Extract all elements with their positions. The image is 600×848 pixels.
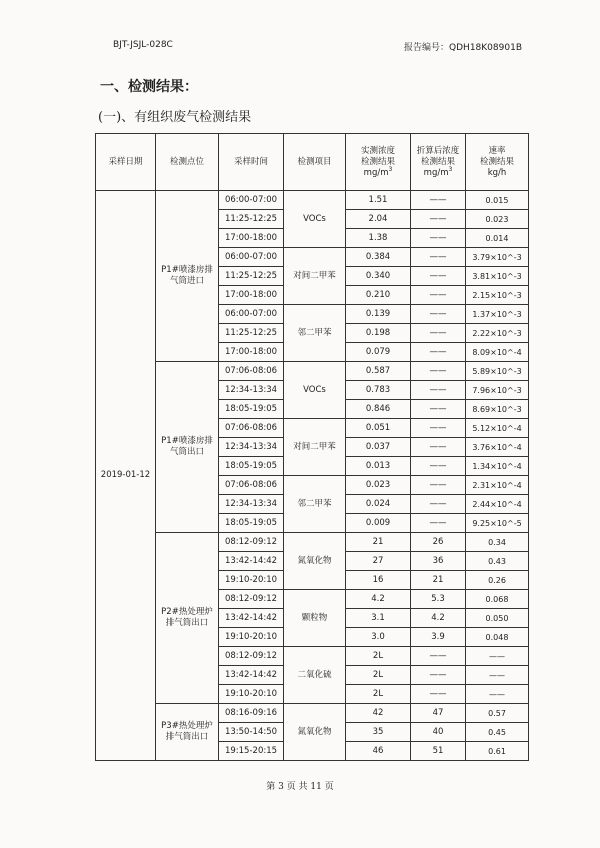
measured-concentration: 0.013 (346, 457, 411, 476)
emission-rate: 3.81×10^-3 (466, 267, 529, 286)
sampling-time: 17:00-18:00 (219, 343, 284, 362)
sampling-time: 17:00-18:00 (219, 286, 284, 305)
converted-concentration: —— (411, 210, 466, 229)
sampling-time: 06:00-07:00 (219, 191, 284, 210)
column-header: 采样时间 (219, 134, 284, 191)
measured-concentration: 2L (346, 647, 411, 666)
converted-concentration: 36 (411, 552, 466, 571)
sampling-time: 13:42-14:42 (219, 609, 284, 628)
sampling-time: 06:00-07:00 (219, 305, 284, 324)
test-item: 对间二甲苯 (284, 419, 346, 476)
sampling-time: 19:10-20:10 (219, 685, 284, 704)
emission-rate: 0.43 (466, 552, 529, 571)
test-item: 邻二甲苯 (284, 305, 346, 362)
emission-rate: 5.89×10^-3 (466, 362, 529, 381)
test-item: VOCs (284, 362, 346, 419)
converted-concentration: —— (411, 248, 466, 267)
converted-concentration: —— (411, 381, 466, 400)
measured-concentration: 0.783 (346, 381, 411, 400)
emission-rate: 0.015 (466, 191, 529, 210)
sampling-time: 13:50-14:50 (219, 723, 284, 742)
sampling-location: P1#喷漆房排气筒出口 (156, 362, 219, 533)
emission-rate: 0.45 (466, 723, 529, 742)
test-item: 二氧化硫 (284, 647, 346, 704)
measured-concentration: 16 (346, 571, 411, 590)
subsection-title: (一)、有组织废气检测结果 (98, 110, 252, 125)
converted-concentration: 4.2 (411, 609, 466, 628)
sampling-time: 07:06-08:06 (219, 362, 284, 381)
emission-rate: —— (466, 647, 529, 666)
converted-concentration: 40 (411, 723, 466, 742)
converted-concentration: 51 (411, 742, 466, 761)
measured-concentration: 3.1 (346, 609, 411, 628)
test-item: VOCs (284, 191, 346, 248)
converted-concentration: —— (411, 324, 466, 343)
report-number (404, 40, 522, 53)
measured-concentration: 1.51 (346, 191, 411, 210)
emission-rate: 0.26 (466, 571, 529, 590)
sampling-time: 11:25-12:25 (219, 324, 284, 343)
converted-concentration: —— (411, 229, 466, 248)
sampling-time: 12:34-13:34 (219, 438, 284, 457)
sampling-time: 08:12-09:12 (219, 590, 284, 609)
emission-rate: 0.34 (466, 533, 529, 552)
sampling-time: 07:06-08:06 (219, 419, 284, 438)
sampling-time: 12:34-13:34 (219, 381, 284, 400)
test-item: 氮氧化物 (284, 533, 346, 590)
converted-concentration: —— (411, 476, 466, 495)
emission-rate: 0.050 (466, 609, 529, 628)
emission-rate: 2.15×10^-3 (466, 286, 529, 305)
emission-rate: 7.96×10^-3 (466, 381, 529, 400)
report-number-value: QDH18K08901B (449, 43, 522, 53)
column-header: 速率 检测结果 kg/h (466, 134, 529, 191)
measured-concentration: 0.587 (346, 362, 411, 381)
converted-concentration: —— (411, 191, 466, 210)
table-row (96, 533, 529, 552)
table-row (96, 362, 529, 381)
measured-concentration: 4.2 (346, 590, 411, 609)
measured-concentration: 0.210 (346, 286, 411, 305)
converted-concentration: —— (411, 457, 466, 476)
emission-rate: 8.69×10^-3 (466, 400, 529, 419)
converted-concentration: —— (411, 666, 466, 685)
converted-concentration: —— (411, 267, 466, 286)
sampling-time: 19:15-20:15 (219, 742, 284, 761)
converted-concentration: 3.9 (411, 628, 466, 647)
emission-rate: 0.014 (466, 229, 529, 248)
measured-concentration: 3.0 (346, 628, 411, 647)
measured-concentration: 42 (346, 704, 411, 723)
converted-concentration: 26 (411, 533, 466, 552)
sampling-location: P2#热处理炉排气筒出口 (156, 533, 219, 704)
sampling-time: 18:05-19:05 (219, 514, 284, 533)
emission-rate: 0.023 (466, 210, 529, 229)
converted-concentration: —— (411, 343, 466, 362)
table-header-row (96, 134, 529, 191)
sampling-location: P3#热处理炉排气筒出口 (156, 704, 219, 761)
measured-concentration: 21 (346, 533, 411, 552)
measured-concentration: 1.38 (346, 229, 411, 248)
converted-concentration: —— (411, 286, 466, 305)
test-item: 邻二甲苯 (284, 476, 346, 533)
measured-concentration: 0.198 (346, 324, 411, 343)
sampling-time: 13:42-14:42 (219, 552, 284, 571)
measured-concentration: 0.079 (346, 343, 411, 362)
column-header: 实测浓度 检测结果 $mg/m^3$ (346, 134, 411, 191)
measured-concentration: 0.037 (346, 438, 411, 457)
test-item: 对间二甲苯 (284, 248, 346, 305)
column-header: 采样日期 (96, 134, 156, 191)
column-header: 折算后浓度 检测结果 $mg/m^3$ (411, 134, 466, 191)
sampling-time: 12:34-13:34 (219, 495, 284, 514)
converted-concentration: —— (411, 419, 466, 438)
measured-concentration: 35 (346, 723, 411, 742)
sampling-time: 19:10-20:10 (219, 628, 284, 647)
measured-concentration: 0.340 (346, 267, 411, 286)
sampling-time: 06:00-07:00 (219, 248, 284, 267)
emission-rate: 0.57 (466, 704, 529, 723)
measured-concentration: 46 (346, 742, 411, 761)
sampling-date: 2019-01-12 (96, 191, 156, 761)
emission-rate: —— (466, 685, 529, 704)
test-item: 氮氧化物 (284, 704, 346, 761)
emission-rate: 1.37×10^-3 (466, 305, 529, 324)
emission-rate: 8.09×10^-4 (466, 343, 529, 362)
emission-rate: 2.22×10^-3 (466, 324, 529, 343)
measured-concentration: 0.009 (346, 514, 411, 533)
sampling-time: 07:06-08:06 (219, 476, 284, 495)
measured-concentration: 0.024 (346, 495, 411, 514)
measured-concentration: 2.04 (346, 210, 411, 229)
emission-rate: 2.44×10^-4 (466, 495, 529, 514)
page-number: 第 3 页 共 11 页 (266, 782, 334, 792)
converted-concentration: 47 (411, 704, 466, 723)
measured-concentration: 2L (346, 685, 411, 704)
converted-concentration: —— (411, 514, 466, 533)
converted-concentration: 5.3 (411, 590, 466, 609)
emission-rate: 3.79×10^-3 (466, 248, 529, 267)
emission-rate: —— (466, 666, 529, 685)
test-item: 颗粒物 (284, 590, 346, 647)
sampling-time: 08:12-09:12 (219, 533, 284, 552)
sampling-time: 18:05-19:05 (219, 400, 284, 419)
sampling-time: 13:42-14:42 (219, 666, 284, 685)
measured-concentration: 0.139 (346, 305, 411, 324)
emission-rate: 5.12×10^-4 (466, 419, 529, 438)
emission-rate: 1.34×10^-4 (466, 457, 529, 476)
table-row (96, 704, 529, 723)
converted-concentration: —— (411, 362, 466, 381)
sampling-time: 17:00-18:00 (219, 229, 284, 248)
converted-concentration: —— (411, 400, 466, 419)
sampling-time: 11:25-12:25 (219, 210, 284, 229)
measured-concentration: 0.846 (346, 400, 411, 419)
measured-concentration: 27 (346, 552, 411, 571)
emission-rate: 0.61 (466, 742, 529, 761)
sampling-location: P1#喷漆房排气筒进口 (156, 191, 219, 362)
section-title: 一、检测结果： (100, 79, 198, 95)
sampling-time: 08:16-09:16 (219, 704, 284, 723)
emission-rate: 0.048 (466, 628, 529, 647)
emission-rate: 0.068 (466, 590, 529, 609)
converted-concentration: 21 (411, 571, 466, 590)
emission-rate: 9.25×10^-5 (466, 514, 529, 533)
measured-concentration: 0.023 (346, 476, 411, 495)
measured-concentration: 2L (346, 666, 411, 685)
converted-concentration: —— (411, 685, 466, 704)
emission-rate: 2.31×10^-4 (466, 476, 529, 495)
converted-concentration: —— (411, 647, 466, 666)
converted-concentration: —— (411, 305, 466, 324)
converted-concentration: —— (411, 438, 466, 457)
results-table (95, 133, 529, 761)
measured-concentration: 0.051 (346, 419, 411, 438)
report-number-label: 报告编号： (404, 43, 450, 53)
sampling-time: 08:12-09:12 (219, 647, 284, 666)
sampling-time: 11:25-12:25 (219, 267, 284, 286)
emission-rate: 3.76×10^-4 (466, 438, 529, 457)
column-header: 检测点位 (156, 134, 219, 191)
sampling-time: 19:10-20:10 (219, 571, 284, 590)
column-header: 检测项目 (284, 134, 346, 191)
form-code: BJT-JSJL-028C (113, 40, 173, 50)
measured-concentration: 0.384 (346, 248, 411, 267)
converted-concentration: —— (411, 495, 466, 514)
sampling-time: 18:05-19:05 (219, 457, 284, 476)
table-row (96, 191, 529, 210)
